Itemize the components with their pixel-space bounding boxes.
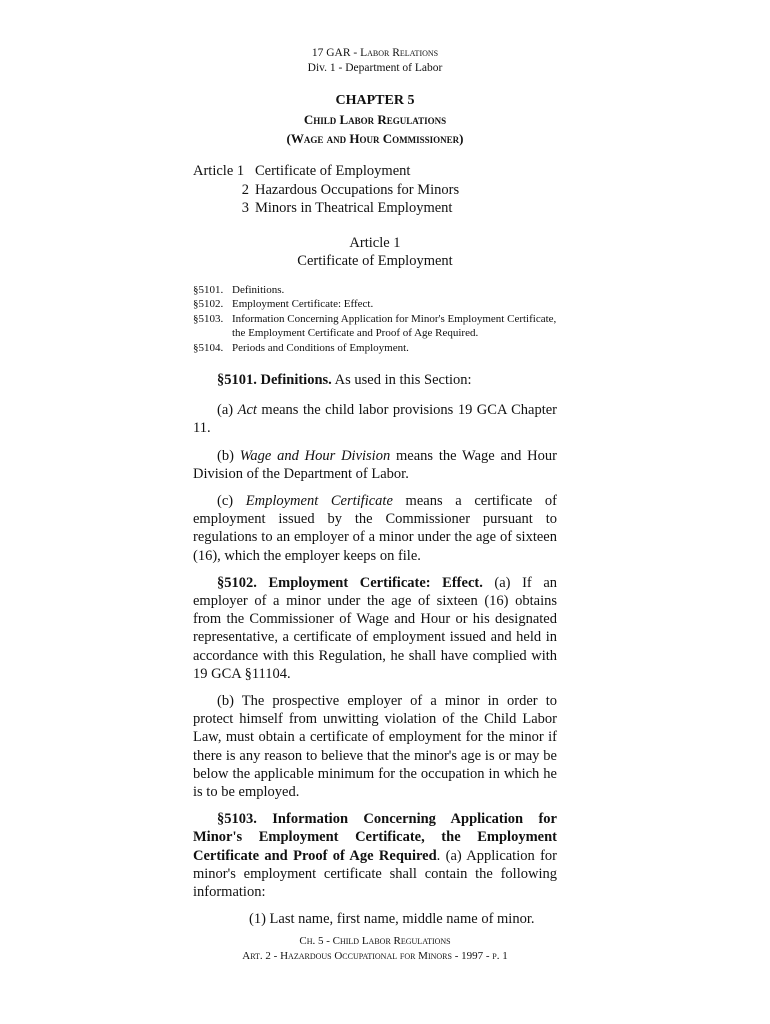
section-5102-b: (b) The prospective employer of a minor in order to protect himself from unwitting violation of the Child Labor Law, must obtain a certificate of employment for the minor if there is any reason to believe that the minor's age is or may be below the applicable minimum for the occupation in which he is to be employed. <box>193 693 557 801</box>
article-list <box>193 162 557 218</box>
article-heading: Article 1 <box>349 234 401 251</box>
section-table-of-contents <box>193 283 557 356</box>
toc-section-number: §5102. <box>193 298 224 310</box>
toc-section-title: Definitions. <box>232 283 285 296</box>
defined-term: Act <box>237 402 257 419</box>
regulation-body <box>193 371 557 928</box>
toc-section-title: Employment Certificate: Effect. <box>232 298 374 310</box>
toc-entry <box>193 283 557 298</box>
definition-text: means the child labor provisions 19 GCA Chapter 11. <box>193 402 558 437</box>
article-list-item <box>193 162 557 181</box>
section-5103-item-1: (1) Last name, first name, middle name of minor. <box>249 911 535 928</box>
section-heading: §5102. Employment Certificate: Effect. <box>217 574 483 591</box>
article-list-item <box>193 181 557 200</box>
section-text: As used in this Section: <box>331 372 472 388</box>
defined-term: Employment Certificate <box>245 493 393 510</box>
defined-term: Wage and Hour Division <box>239 447 391 464</box>
toc-entry <box>193 341 557 356</box>
toc-section-title: Information Concerning Application for Minor's Employment Certificate, the Employment Certificate and Proof of Age Required. <box>232 312 557 339</box>
definition-marker: (b) <box>217 447 240 464</box>
section-text: (a) If an employer of a minor under the age of sixteen (16) obtains from the Commissioner of Wage and Hour or his designated representative, a certificate of employment issued and held in accordance with this Regulation, he shall have complied with 19 GCA §11104. <box>193 574 557 682</box>
article-number: 3 <box>241 200 249 216</box>
definition-a <box>193 401 557 437</box>
article-label: Article 1 <box>193 163 245 179</box>
running-footer <box>193 934 557 964</box>
chapter-subtitle: Child Labor Regulations <box>303 112 447 127</box>
article-number: 2 <box>241 181 249 198</box>
definition-text: means a certificate of employment issued by the Commissioner pursuant to regulations to an employer of a minor under the age of sixteen (16), which the employer keeps on file. <box>193 493 558 564</box>
section-5101 <box>193 371 557 389</box>
toc-section-number: §5104. <box>193 341 224 354</box>
definition-b <box>193 447 557 483</box>
section-5102 <box>193 574 557 683</box>
toc-section-number: §5101. <box>193 283 224 296</box>
chapter-subtitle-commissioner: (Wage and Hour Commissioner) <box>286 131 464 146</box>
article-title: Certificate of Employment <box>255 163 411 179</box>
toc-section-number: §5103. <box>193 312 224 325</box>
running-header-division: Div. 1 - Department of Labor <box>307 62 443 74</box>
toc-entry <box>193 312 557 341</box>
article-title: Minors in Theatrical Employment <box>255 200 453 216</box>
footer-article-page: Art. 2 - Hazardous Occupational for Minors - 1997 - p. 1 <box>242 950 508 962</box>
chapter-title: CHAPTER 5 <box>335 93 415 108</box>
footer-chapter: Ch. 5 - Child Labor Regulations <box>299 935 451 947</box>
definition-text: means the Wage and Hour Division of the Department of Labor. <box>193 447 557 482</box>
definition-marker: (a) <box>217 402 238 419</box>
running-header-title: 17 GAR - Labor Relations <box>311 47 439 59</box>
section-heading: §5101. Definitions. <box>217 372 332 388</box>
section-text: . (a) Application for minor's employment certificate shall contain the following information: <box>193 847 557 901</box>
section-heading: §5103. Information Concerning Application for Minor's Employment Certificate, the Employment Certificate and Proof of Age Required <box>193 811 557 864</box>
article-list-item <box>193 199 557 218</box>
definition-marker: (c) <box>217 493 246 510</box>
toc-section-title: Periods and Conditions of Employment. <box>232 341 409 354</box>
section-5103 <box>193 810 557 901</box>
article-title: Hazardous Occupations for Minors <box>255 181 460 198</box>
document-page <box>193 0 557 928</box>
article-heading-title: Certificate of Employment <box>297 253 453 269</box>
definition-c <box>193 492 557 565</box>
toc-entry <box>193 297 557 312</box>
